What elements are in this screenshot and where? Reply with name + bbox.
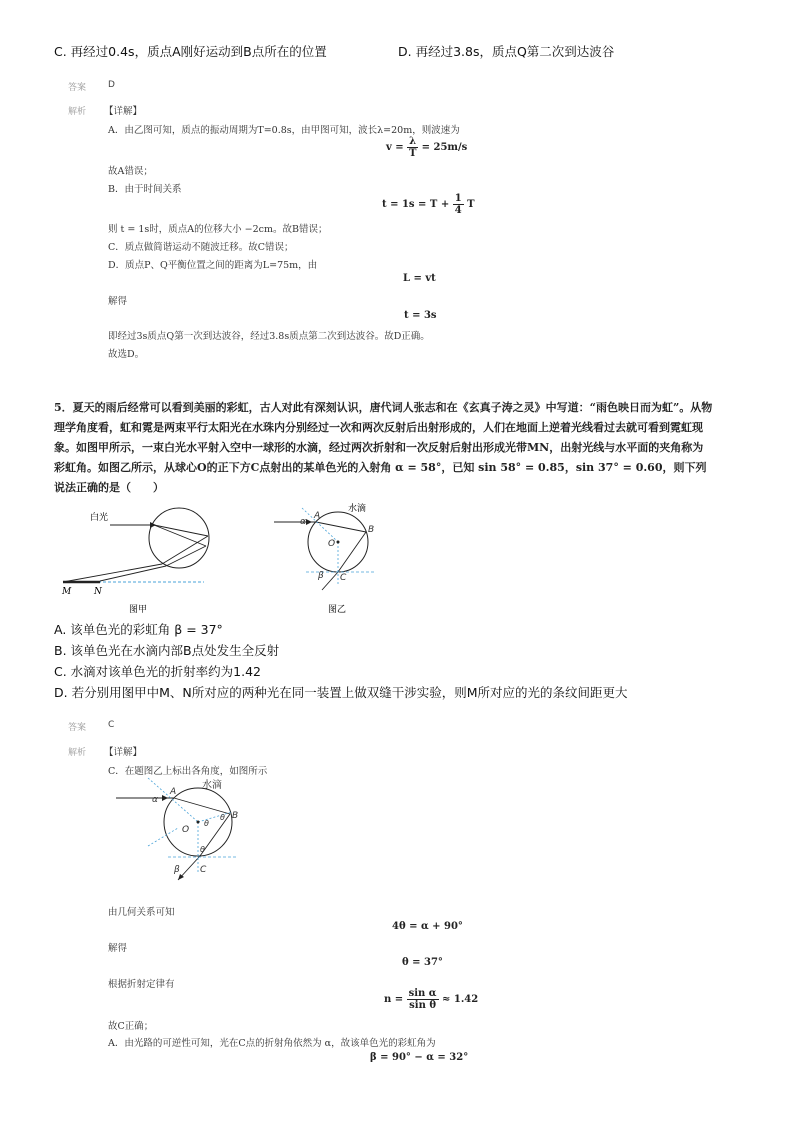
svg-text:α: α — [300, 517, 306, 527]
equation-theta: θ = 37° — [402, 957, 443, 968]
answer-value: D — [108, 80, 115, 90]
question-5-text: 5．夏天的雨后经常可以看到美丽的彩虹，古人对此有深刻认识，唐代词人张志和在《玄真子涛之灵》中写道：“雨色映日而为虹”。从物理学角度看，虹和霓是两束平行太阳光在水珠内分别经过一次和两次反射后出射形成的，人们在地面上逆着光线看过去就可看到霓虹现象。如图甲所示，一束白光水平射入空中一球形的水滴，经过两次折射和一次反射后射出形成光带MN，出射光线与水平面的夹角称为彩虹角。如图乙所示，从球心O的正下方C点射出的某单色光的入射角 α = 58°，已知 sin 58° = 0.85，sin 37° = 0.60，则下列说法正确的是（ ） — [54, 401, 713, 494]
analysis-line: 根据折射定律有 — [108, 979, 175, 990]
analysis-tag: 解析 — [68, 107, 87, 117]
eq-left: v = — [386, 142, 404, 153]
arrow-icon — [162, 795, 168, 801]
equation-refraction — [384, 988, 478, 1011]
analysis-line: C．质点做简谐运动不随波迁移。故C错误； — [108, 242, 294, 253]
equation-velocity — [386, 136, 467, 159]
analysis-head: 【详解】 — [104, 747, 143, 758]
answer-tag: 答案 — [68, 83, 87, 93]
analysis-line: 故选D。 — [108, 349, 145, 360]
analysis-line: C．在题图乙上标出各角度，如图所示 — [108, 766, 268, 777]
water-drop-label: 水滴 — [202, 780, 222, 791]
eq-right: = 25m/s — [421, 142, 468, 153]
analysis-tag: 解析 — [68, 748, 87, 758]
fraction — [407, 136, 418, 159]
eq-right: ≈ 1.42 — [442, 994, 479, 1005]
analysis-line: D．质点P、Q平衡位置之间的距离为L=75m，由 — [108, 260, 318, 271]
analysis-line: 故A错误； — [108, 166, 153, 177]
eq-left: t = 1s = T + — [382, 199, 450, 210]
analysis-line: 解得 — [108, 943, 128, 954]
analysis-line: A．由光路的可逆性可知，光在C点的折射角依然为 α，故该单色光的彩虹角为 — [108, 1038, 436, 1049]
analysis-head: 【详解】 — [104, 106, 143, 117]
fraction-num: sin α — [408, 988, 437, 999]
svg-text:β: β — [174, 865, 180, 875]
option-b: B. 该单色光在水滴内部B点处发生全反射 — [54, 643, 280, 658]
analysis-line: A．由乙图可知，质点的振动周期为T=0.8s，由甲图可知，波长λ=20m，则波速为 — [108, 125, 460, 136]
option-c: C. 再经过0.4s，质点A刚好运动到B点所在的位置 — [54, 44, 327, 59]
equation-time — [382, 193, 475, 216]
svg-text:O: O — [328, 539, 336, 549]
fraction-num: 1 — [454, 193, 462, 204]
answer-tag: 答案 — [68, 723, 87, 733]
svg-text:θ: θ — [204, 819, 209, 828]
option-c: C. 水滴对该单色光的折射率约为1.42 — [54, 664, 262, 679]
solution-figure — [108, 776, 248, 896]
svg-text:θ: θ — [220, 813, 225, 822]
analysis-line: 故C正确； — [108, 1021, 154, 1032]
option-d: D. 若分别用图甲中M、N所对应的两种光在同一装置上做双缝干涉实验，则M所对应的光的条纹间距更大 — [54, 685, 628, 700]
arrow-icon — [306, 519, 312, 525]
fraction-num: λ — [409, 136, 417, 147]
analysis-line: 即经过3s质点Q第一次到达波谷，经过3.8s质点第二次到达波谷。故D正确。 — [108, 331, 430, 342]
equation-distance: L = vt — [403, 273, 436, 284]
fraction — [453, 193, 464, 216]
eq-right: T — [467, 199, 475, 210]
svg-text:β: β — [318, 571, 324, 581]
analysis-line: 则 t = 1s时，质点A的位移大小 −2cm。故B错误； — [108, 224, 328, 235]
svg-text:A: A — [314, 511, 321, 521]
equation-geometry: 4θ = α + 90° — [392, 921, 463, 932]
fraction-den: T — [408, 148, 417, 159]
svg-text:B: B — [232, 811, 239, 821]
svg-text:B: B — [368, 525, 375, 535]
figure-caption: 图乙 — [328, 605, 347, 615]
fraction — [407, 988, 439, 1011]
svg-text:O: O — [182, 825, 190, 835]
label-n: N — [94, 587, 102, 597]
eq-left: n = — [384, 994, 404, 1005]
svg-text:θ: θ — [200, 845, 205, 854]
svg-text:α: α — [152, 795, 158, 805]
label-m: M — [62, 587, 72, 597]
option-a: A. 该单色光的彩虹角 β = 37° — [54, 622, 223, 637]
svg-text:A: A — [170, 787, 177, 797]
analysis-line: B．由于时间关系 — [108, 184, 182, 195]
fraction-den: 4 — [454, 205, 462, 216]
equation-beta: β = 90° − α = 32° — [370, 1052, 469, 1063]
svg-text:C: C — [340, 573, 347, 583]
svg-text:C: C — [200, 865, 207, 875]
analysis-line: 由几何关系可知 — [108, 907, 175, 918]
option-d: D. 再经过3.8s，质点Q第二次到达波谷 — [398, 44, 615, 59]
figure-caption: 图甲 — [129, 605, 148, 615]
fraction-den: sin θ — [409, 1000, 436, 1011]
water-drop-label: 水滴 — [348, 504, 367, 514]
figure-yi — [266, 500, 396, 618]
equation-result: t = 3s — [404, 310, 437, 321]
white-light-label: 白光 — [90, 513, 109, 523]
figure-jia — [54, 506, 224, 618]
answer-value: C — [108, 720, 115, 730]
analysis-line: 解得 — [108, 296, 128, 307]
